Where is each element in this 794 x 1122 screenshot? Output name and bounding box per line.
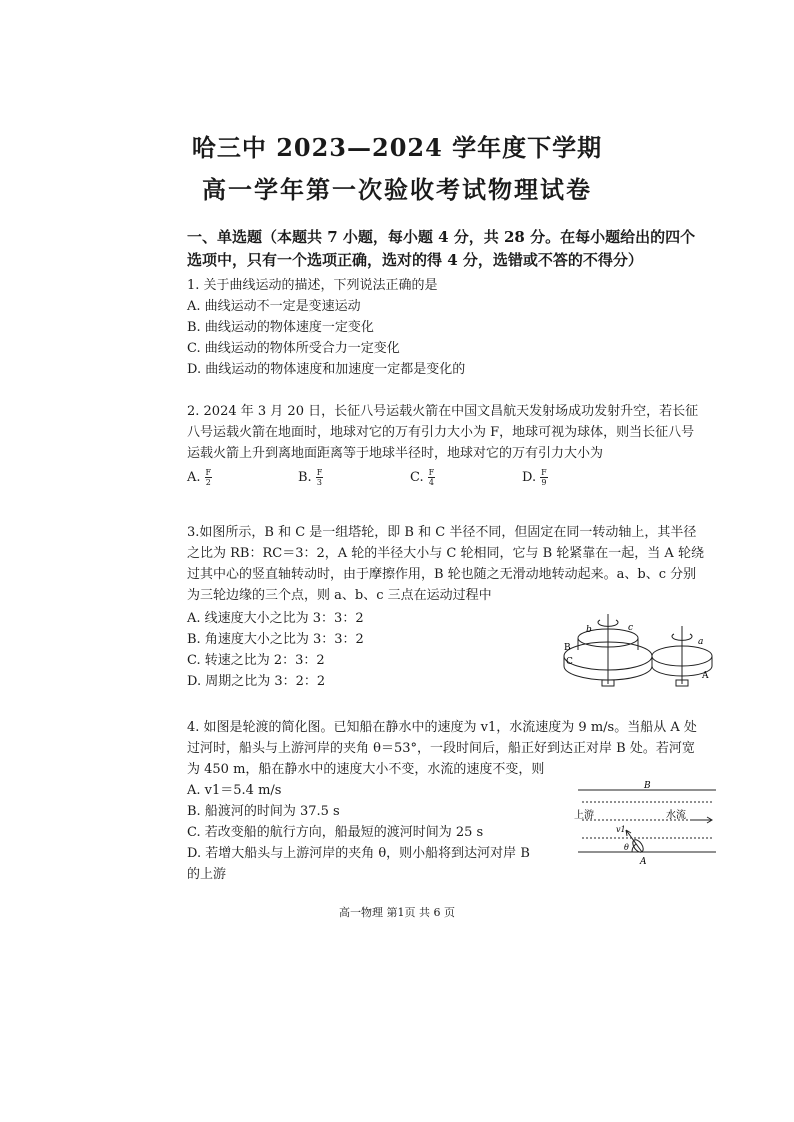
q3-stem-line4: 为三轮边缘的三个点，则 a、b、c 三点在运动过程中 [187,588,492,603]
q4-option-c: C. 若改变船的航行方向，船最短的渡河时间为 25 s [187,825,484,840]
q4-label-upstream: 上游 [574,810,594,821]
q2-option-a [187,468,212,487]
q4-label-theta: θ [624,843,629,852]
q1-stem: 1. 关于曲线运动的描述，下列说法正确的是 [187,278,438,293]
exam-title-school: 哈三中 2023—2024 学年度下学期 [191,133,603,162]
q1-option-c: C. 曲线运动的物体所受合力一定变化 [187,341,400,356]
exam-title-subject: 高一学年第一次验收考试物理试卷 [202,175,592,204]
q4-label-A: A [640,857,647,867]
q2-option-b-fraction: $\frac{F}{3}$ [316,468,323,487]
q2-option-b [298,468,323,487]
q3-stem-line1: 3.如图所示，B 和 C 是一组塔轮，即 B 和 C 半径不同，但固定在同一转动轴上，其半径 [187,525,697,540]
q2-option-c-fraction: $\frac{F}{4}$ [428,468,435,487]
q3-label-B: B [564,643,571,653]
q1-option-a: A. 曲线运动不一定是变速运动 [187,299,361,314]
q2-option-a-label: A. [187,470,201,485]
q2-option-d [522,468,548,487]
q2-option-a-fraction: $\frac{F}{2}$ [205,468,212,487]
page-footer: 高一物理 第1页 共 6 页 [339,906,455,919]
q3-label-b: b [586,625,592,635]
q4-option-b: B. 船渡河的时间为 37.5 s [187,804,340,819]
q2-option-b-label: B. [298,470,312,485]
q3-stem-line2: 之比为 RB：RC＝3：2，A 轮的半径大小与 C 轮相同，它与 B 轮紧靠在一起，当 A 轮绕 [187,546,704,561]
q4-option-a: A. v1＝5.4 m/s [187,783,282,798]
q2-option-c-label: C. [410,470,424,485]
q4-label-v1: v1 [616,825,626,834]
q3-wheels-figure [560,604,720,696]
q1-option-d: D. 曲线运动的物体速度和加速度一定都是变化的 [187,362,466,377]
q2-option-d-fraction: $\frac{F}{9}$ [541,468,547,487]
q3-label-c: c [628,623,634,633]
q4-label-flow: 水流 [666,810,686,821]
q1-option-b: B. 曲线运动的物体速度一定变化 [187,320,374,335]
q2-stem-line2: 八号运载火箭在地面时，地球对它的万有引力大小为 F，地球可视为球体，则当长征八号 [187,425,695,440]
q2-option-d-label: D. [522,470,537,485]
q3-label-A: A [702,671,709,681]
q3-option-c: C. 转速之比为 2：3：2 [187,653,325,668]
q4-stem-line2: 过河时，船头与上游河岸的夹角 θ＝53°，一段时间后，船正好到达正对岸 B 处。若河宽 [187,741,695,756]
section1-heading-line2: 选项中，只有一个选项正确，选对的得 4 分，选错或不答的不得分） [187,251,643,269]
q4-option-d: D. 若增大船头与上游河岸的夹角 θ，则小船将到达河对岸 B [187,846,530,861]
q4-option-d-continued: 的上游 [187,867,227,882]
q3-label-a: a [698,637,704,647]
q4-river-figure [572,780,722,870]
q3-option-b: B. 角速度大小之比为 3：3：2 [187,632,364,647]
q2-stem-line3: 运载火箭上升到离地面距离等于地球半径时，地球对它的万有引力大小为 [187,446,604,461]
q3-option-d: D. 周期之比为 3：2：2 [187,674,326,689]
q3-option-a: A. 线速度大小之比为 3：3：2 [187,611,364,626]
q3-stem-line3: 过其中心的竖直轴转动时，由于摩擦作用，B 轮也随之无滑动地转动起来。a、b、c 分别 [187,567,697,582]
q2-stem-line1: 2. 2024 年 3 月 20 日，长征八号运载火箭在中国文昌航天发射场成功发射升空，若长征 [187,404,699,419]
q4-stem-line1: 4. 如图是轮渡的简化图。已知船在静水中的速度为 v1，水流速度为 9 m/s。当船从 A 处 [187,720,697,735]
section1-heading-line1: 一、单选题（本题共 7 小题，每小题 4 分，共 28 分。在每小题给出的四个 [187,228,696,246]
q3-label-C: C [566,657,573,667]
q4-label-B: B [644,781,651,791]
q2-option-c [410,468,435,487]
q4-stem-line3: 为 450 m，船在静水中的速度大小不变，水流的速度不变，则 [187,762,545,777]
